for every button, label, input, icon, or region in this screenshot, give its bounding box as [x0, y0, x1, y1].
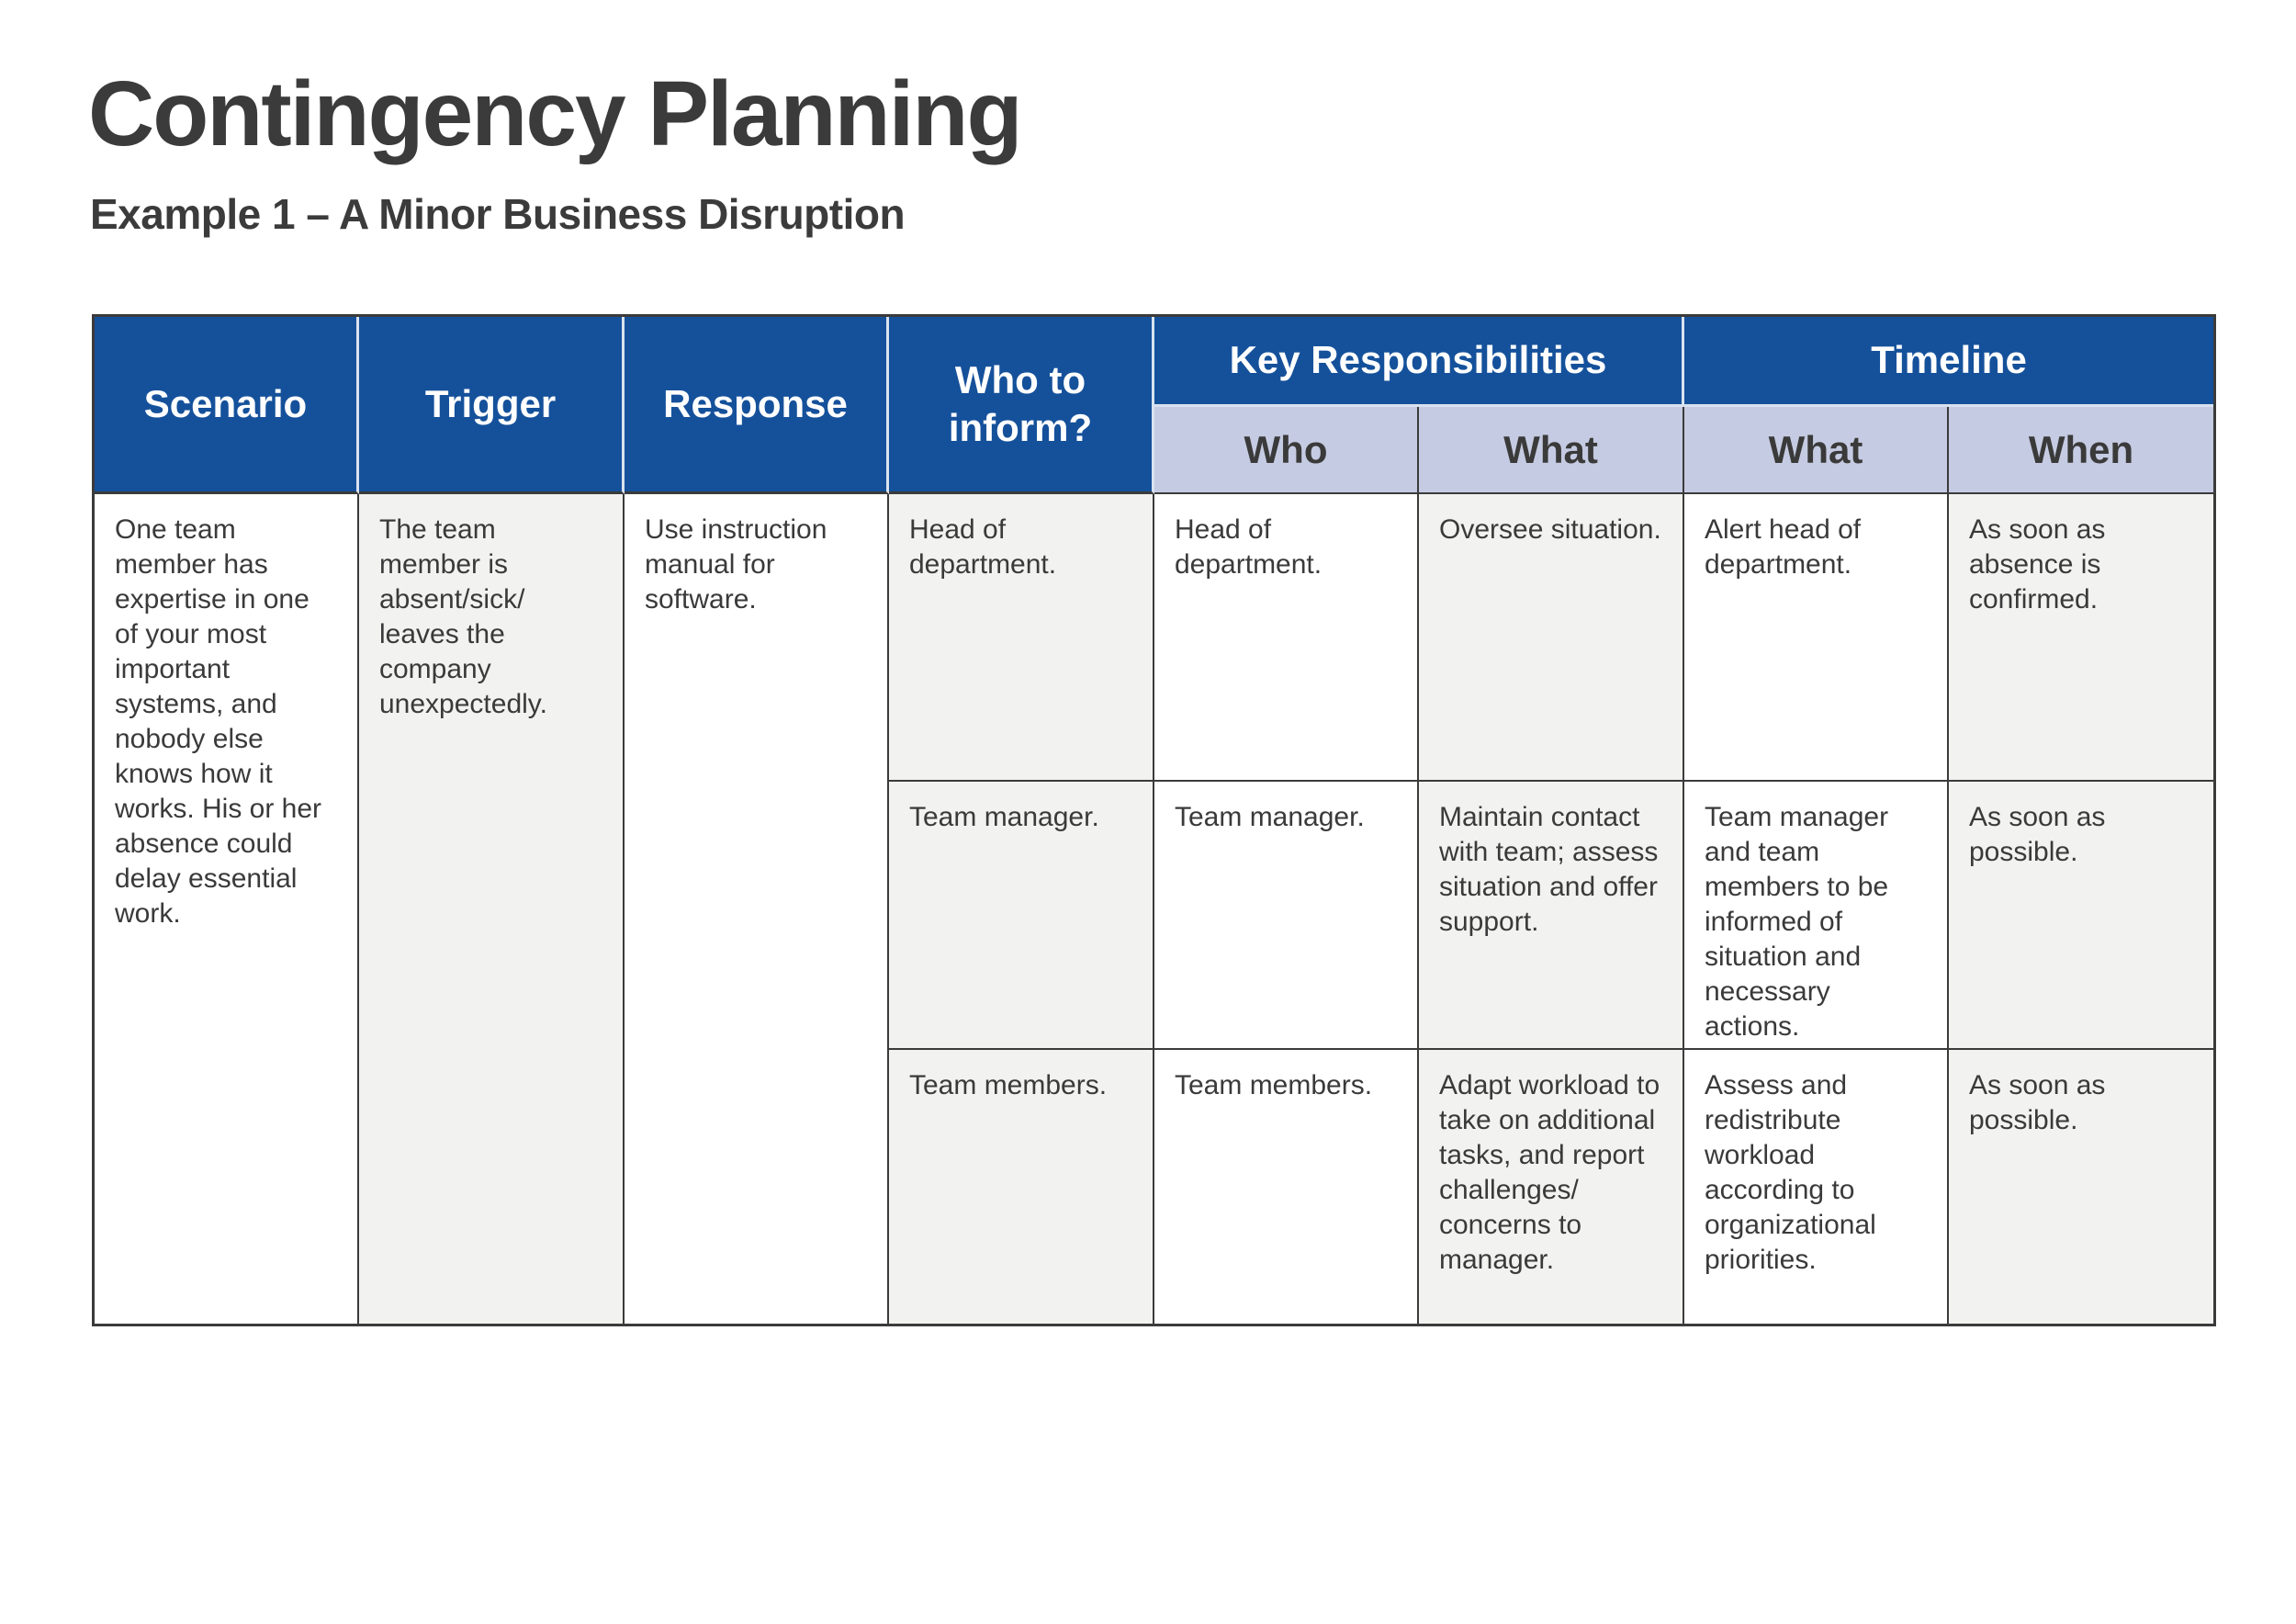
cell-tl-what-row1: Alert head of department. [1684, 494, 1949, 782]
cell-kr-who-row2: Team manager. [1154, 782, 1419, 1050]
cell-tl-when-row1: As soon as absence is confirmed. [1949, 494, 2213, 782]
cell-tl-what-row3: Assess and redistribute workload according to organizational priorities. [1684, 1050, 1949, 1324]
cell-tl-when-row2: As soon as possible. [1949, 782, 2213, 1050]
cell-kr-what-row3: Adapt workload to take on additional tasks, and report challenges/ concerns to manager. [1419, 1050, 1684, 1324]
cell-scenario: One team member has expertise in one of your most important systems, and nobody else knows how it works. His or her absence could delay essential work. [95, 494, 359, 1324]
column-header-trigger: Trigger [359, 317, 625, 494]
group-header-timeline: Timeline [1684, 317, 2213, 407]
cell-who-to-inform-row2: Team manager. [889, 782, 1154, 1050]
subheader-kr-who: Who [1154, 407, 1419, 494]
subheader-tl-when: When [1949, 407, 2213, 494]
cell-kr-who-row3: Team members. [1154, 1050, 1419, 1324]
contingency-table [92, 314, 2216, 1326]
subheader-tl-what: What [1684, 407, 1949, 494]
subheader-kr-what: What [1419, 407, 1684, 494]
cell-kr-what-row2: Maintain contact with team; assess situation and offer support. [1419, 782, 1684, 1050]
column-header-response: Response [625, 317, 889, 494]
cell-trigger: The team member is absent/sick/ leaves the company unexpectedly. [359, 494, 625, 1324]
cell-who-to-inform-row3: Team members. [889, 1050, 1154, 1324]
column-header-who-to-inform: Who to inform? [889, 317, 1154, 494]
cell-kr-what-row1: Oversee situation. [1419, 494, 1684, 782]
group-header-key-responsibilities: Key Responsibilities [1154, 317, 1684, 407]
page-subtitle: Example 1 – A Minor Business Disruption [90, 190, 906, 238]
cell-tl-when-row3: As soon as possible. [1949, 1050, 2213, 1324]
page-title: Contingency Planning [88, 62, 1021, 165]
cell-kr-who-row1: Head of department. [1154, 494, 1419, 782]
cell-tl-what-row2: Team manager and team members to be informed of situation and necessary actions. [1684, 782, 1949, 1050]
column-header-scenario: Scenario [95, 317, 359, 494]
cell-who-to-inform-row1: Head of department. [889, 494, 1154, 782]
cell-response: Use instruction manual for software. [625, 494, 889, 1324]
